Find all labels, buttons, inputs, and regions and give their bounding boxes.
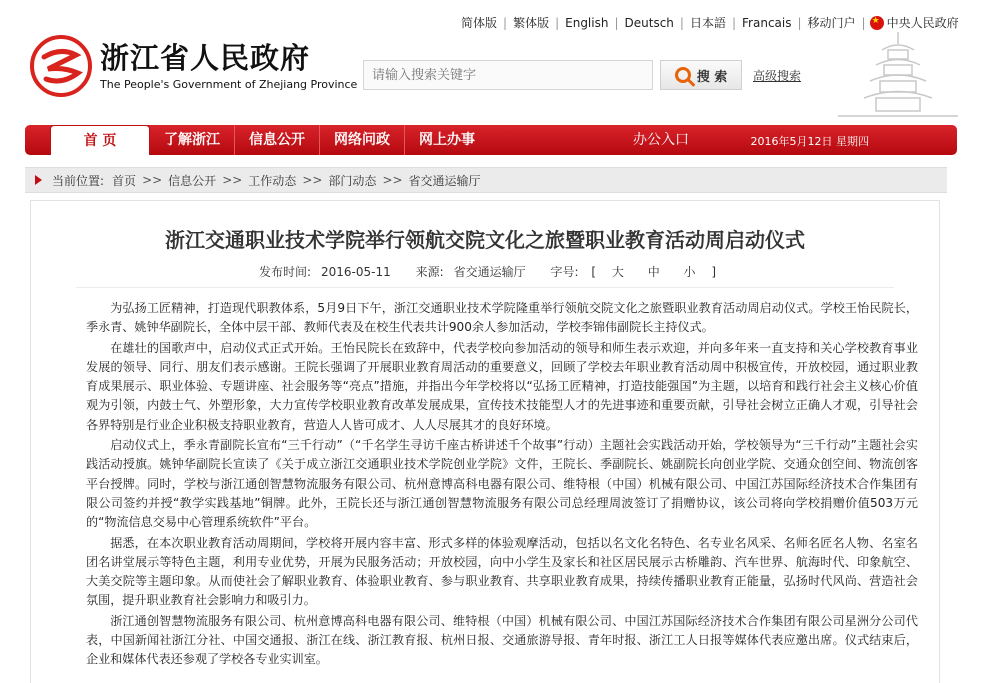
publish-date: 2016-05-11 xyxy=(320,265,391,279)
font-size-medium[interactable]: 中 xyxy=(647,265,660,279)
separator: | xyxy=(614,15,619,30)
font-size-bracket-open: [ xyxy=(591,265,597,279)
source-value: 省交通运输厅 xyxy=(453,265,526,279)
article-container xyxy=(30,200,940,683)
nav-office-entrance[interactable]: 办公入口 xyxy=(633,132,689,148)
font-size-large[interactable]: 大 xyxy=(611,265,624,279)
central-government-link[interactable]: 中央人民政府 xyxy=(886,16,959,30)
article-paragraph: 启动仪式上，季永青副院长宣布“三千行动”（“千名学生寻访千座古桥讲述千个故事”行动）主题社会实践活动开始，学校领导为“三千行动”主题社会实践活动授旗。姚钟华副院长宣读了《关于成立浙江交通职业技术学院创业学院》文件，王院长、季副院长、姚副院长向创业学院、交通众创空间、物流创客平台授牌。同时，学校与浙江通创智慧物流服务有限公司、杭州意博高科电器有限公司、维特根（中国）机械有限公司、中国江苏国际经济技术合作集团有限公司签约并授“教学实践基地”铜牌。此外，王院长还与浙江通创智慧物流服务有限公司总经理周波签订了捐赠协议，该公司将向学校捐赠价值503万元的“物流信息交易中心管理系统软件”平台。 xyxy=(86,438,918,530)
lang-simplified[interactable]: 简体版 xyxy=(461,16,498,30)
breadcrumb-department-news[interactable]: 部门动态 xyxy=(328,173,377,188)
advanced-search-link[interactable]: 高级搜索 xyxy=(753,69,802,83)
search-button-label: 搜 索 xyxy=(696,69,728,85)
article-paragraph: 据悉，在本次职业教育活动周期间，学校将开展内容丰富、形式多样的体验观摩活动，包括以名文化名特色、名专业名风采、名师名匠名人物、名室名团名讲堂展示等特色主题，利用专业优势，开展为民服务活动；开放校园，向中小学生及家长和社区居民展示古桥雕韵、汽车世界、航海时代、印象航空、大美交院等主题印象。从而使社会了解职业教育、体验职业教育、参与职业教育、共享职业教育成果，持续传播职业教育正能量，弘扬时代风尚、营造社会氛围，提升职业教育社会影响力和吸引力。 xyxy=(86,535,918,608)
mobile-portal-link[interactable]: 移动门户 xyxy=(807,16,856,30)
article-title: 浙江交通职业技术学院举行领航交院文化之旅暨职业教育活动周启动仪式 xyxy=(165,228,805,252)
pagoda-illustration xyxy=(838,30,958,120)
nav-online-consultation[interactable]: 网络问政 xyxy=(320,125,405,155)
national-emblem-icon xyxy=(870,16,884,30)
search-button[interactable] xyxy=(660,60,742,90)
article-paragraph: 在雄壮的国歌声中，启动仪式正式开始。王怡民院长在致辞中，代表学校向参加活动的领导和师生表示欢迎，并向多年来一直支持和关心学校教育事业发展的领导、同行、朋友们表示感谢。王院长强调了开展职业教育周活动的重要意义，回顾了学校去年职业教育活动周中积极宣传，开放校园，通过职业教育成果展示、职业体验、专题讲座、社会服务等“亮点”措施，并指出今年学校将以“弘扬工匠精神，打造技能强国”为主题，以培育和践行社会主义核心价值观为引领，内鼓士气、外塑形象，大力宣传学校职业教育改革发展成果，宣传技术技能型人才的先进事迹和重要贡献，引导社会树立正确人才观，引导社会各界特别是行业企业积极支持职业教育，营造人人皆可成才、人人尽展其才的良好环境。 xyxy=(86,340,918,432)
lang-english[interactable]: English xyxy=(565,15,609,30)
separator: | xyxy=(679,15,684,30)
nav-home[interactable]: 首 页 xyxy=(50,125,150,155)
separator: | xyxy=(797,15,802,30)
article-body xyxy=(86,299,918,671)
site-subtitle: The People's Government of Zhejiang Province xyxy=(100,78,358,91)
lang-traditional[interactable]: 繁体版 xyxy=(513,16,550,30)
nav-info-disclosure[interactable]: 信息公开 xyxy=(235,125,320,155)
breadcrumb-separator: >> xyxy=(302,173,323,187)
article-paragraph: 浙江通创智慧物流服务有限公司、杭州意博高科电器有限公司、维特根（中国）机械有限公司、中国江苏国际经济技术合作集团有限公司星洲分公司代表，中国新闻社浙江分社、中国交通报、浙江在线、浙江教育报、杭州日报、交通旅游导报、青年时报、浙江工人日报等媒体代表应邀出席。仪式结束后，企业和媒体代表还参观了学校各专业实训室。 xyxy=(86,613,918,667)
breadcrumb-separator: >> xyxy=(142,173,163,187)
lang-french[interactable]: Francais xyxy=(742,15,792,30)
site-header xyxy=(0,0,993,120)
separator: | xyxy=(503,15,508,30)
breadcrumb-separator: >> xyxy=(222,173,243,187)
font-size-bracket-close: ] xyxy=(711,265,717,279)
search-icon xyxy=(675,67,691,83)
lang-german[interactable]: Deutsch xyxy=(624,15,674,30)
nav-about-zhejiang[interactable]: 了解浙江 xyxy=(150,125,235,155)
lang-japanese[interactable]: 日本語 xyxy=(689,16,726,30)
arrow-right-icon xyxy=(35,175,42,185)
breadcrumb-info-disclosure[interactable]: 信息公开 xyxy=(168,173,217,188)
nav-online-services[interactable]: 网上办事 xyxy=(419,132,475,148)
source-label: 来源: xyxy=(415,265,444,279)
language-bar xyxy=(455,14,965,31)
separator: | xyxy=(861,15,866,30)
breadcrumb-home[interactable]: 首页 xyxy=(112,173,137,188)
separator: | xyxy=(731,15,737,30)
breadcrumb-separator: >> xyxy=(382,173,403,187)
site-title: 浙江省人民政府 xyxy=(100,41,311,75)
breadcrumb-prefix: 当前位置: xyxy=(52,173,105,188)
breadcrumb-work-news[interactable]: 工作动态 xyxy=(248,173,297,188)
divider xyxy=(76,287,894,288)
current-date: 2016年5月12日 星期四 xyxy=(750,135,869,148)
zhejiang-logo-icon xyxy=(30,35,92,97)
article-meta xyxy=(31,263,939,280)
publish-label: 发布时间: xyxy=(258,265,311,279)
search-input[interactable] xyxy=(363,60,653,90)
font-size-small[interactable]: 小 xyxy=(683,265,696,279)
separator: | xyxy=(555,15,560,30)
breadcrumb xyxy=(25,167,947,193)
breadcrumb-transport-department[interactable]: 省交通运输厅 xyxy=(408,173,481,188)
main-navigation xyxy=(25,125,957,155)
article-paragraph: 为弘扬工匠精神，打造现代职教体系，5月9日下午，浙江交通职业技术学院隆重举行领航交院文化之旅暨职业教育活动周启动仪式。学校王怡民院长，季永青、姚钟华副院长，全体中层干部、教师代表及在校生代表共计900余人参加活动，学校李锦伟副院长主持仪式。 xyxy=(86,301,918,335)
font-size-label: 字号: xyxy=(550,265,579,279)
